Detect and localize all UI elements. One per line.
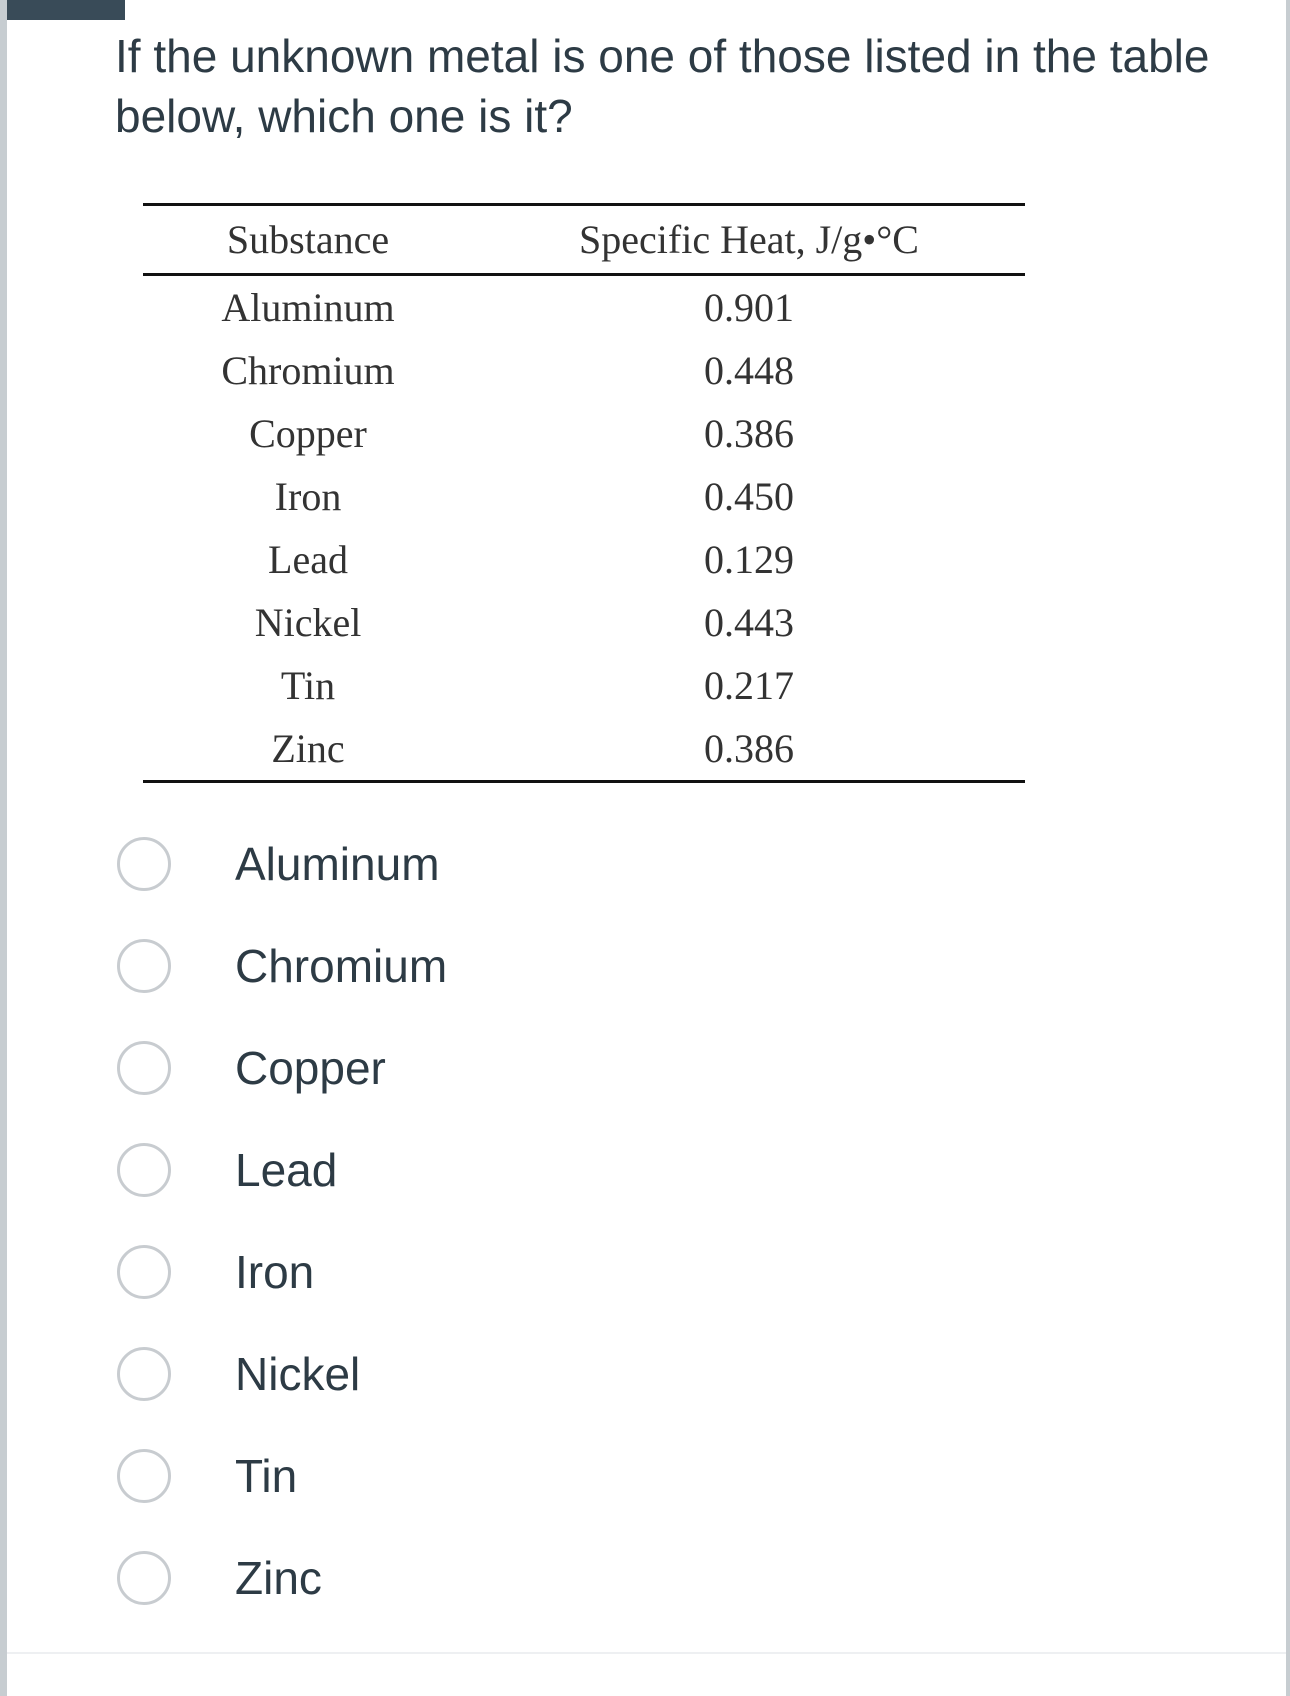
bottom-divider bbox=[7, 1652, 1286, 1654]
header-substance: Substance bbox=[143, 205, 473, 275]
radio-button[interactable] bbox=[117, 1041, 171, 1095]
answer-option-aluminum[interactable] bbox=[117, 813, 447, 915]
cell-substance: Lead bbox=[268, 537, 348, 582]
option-label[interactable]: Aluminum bbox=[235, 838, 440, 890]
radio-button[interactable] bbox=[117, 837, 171, 891]
option-label[interactable]: Zinc bbox=[235, 1552, 322, 1604]
radio-button[interactable] bbox=[117, 1245, 171, 1299]
radio-button[interactable] bbox=[117, 939, 171, 993]
option-label[interactable]: Iron bbox=[235, 1246, 315, 1298]
answer-option-zinc[interactable] bbox=[117, 1527, 447, 1629]
answer-options bbox=[117, 813, 447, 1629]
question-text: If the unknown metal is one of those listed in the table below, which one is it? bbox=[115, 30, 1210, 142]
answer-option-tin[interactable] bbox=[117, 1425, 447, 1527]
cell-substance: Nickel bbox=[254, 600, 362, 645]
table-header-row bbox=[143, 205, 1025, 275]
option-label[interactable]: Tin bbox=[235, 1450, 298, 1502]
table-row bbox=[143, 717, 1025, 782]
cell-substance: Zinc bbox=[143, 717, 473, 782]
left-border bbox=[0, 0, 7, 1696]
table-row bbox=[143, 275, 1025, 340]
cell-substance: Tin bbox=[280, 663, 336, 708]
table-row bbox=[143, 402, 1025, 465]
top-tab bbox=[7, 0, 125, 20]
specific-heat-table bbox=[143, 203, 1025, 783]
cell-substance: Iron bbox=[274, 474, 342, 519]
table-row bbox=[143, 654, 1025, 717]
cell-specific-heat: 0.129 bbox=[704, 537, 794, 582]
header-specific-heat: Specific Heat, J/g•°C bbox=[473, 205, 1025, 275]
answer-option-chromium[interactable] bbox=[117, 915, 447, 1017]
cell-specific-heat: 0.217 bbox=[704, 663, 794, 708]
answer-option-nickel[interactable] bbox=[117, 1323, 447, 1425]
table-row bbox=[143, 591, 1025, 654]
cell-specific-heat: 0.901 bbox=[704, 285, 794, 330]
answer-option-lead[interactable] bbox=[117, 1119, 447, 1221]
cell-specific-heat: 0.443 bbox=[704, 600, 794, 645]
answer-option-copper[interactable] bbox=[117, 1017, 447, 1119]
radio-button[interactable] bbox=[117, 1449, 171, 1503]
option-label[interactable]: Copper bbox=[235, 1042, 386, 1094]
cell-substance: Aluminum bbox=[221, 285, 395, 330]
cell-specific-heat: 0.386 bbox=[704, 411, 794, 456]
cell-specific-heat: 0.450 bbox=[704, 474, 794, 519]
option-label[interactable]: Lead bbox=[235, 1144, 338, 1196]
right-border bbox=[1286, 0, 1290, 1696]
cell-substance: Chromium bbox=[221, 348, 395, 393]
radio-button[interactable] bbox=[117, 1143, 171, 1197]
option-label[interactable]: Chromium bbox=[235, 940, 448, 992]
radio-button[interactable] bbox=[117, 1551, 171, 1605]
table-row bbox=[143, 339, 1025, 402]
table-row bbox=[143, 465, 1025, 528]
cell-substance: Copper bbox=[249, 411, 367, 456]
cell-specific-heat: 0.448 bbox=[704, 348, 794, 393]
radio-button[interactable] bbox=[117, 1347, 171, 1401]
option-label[interactable]: Nickel bbox=[235, 1348, 361, 1400]
answer-option-iron[interactable] bbox=[117, 1221, 447, 1323]
table-row bbox=[143, 528, 1025, 591]
cell-specific-heat: 0.386 bbox=[473, 717, 1025, 782]
